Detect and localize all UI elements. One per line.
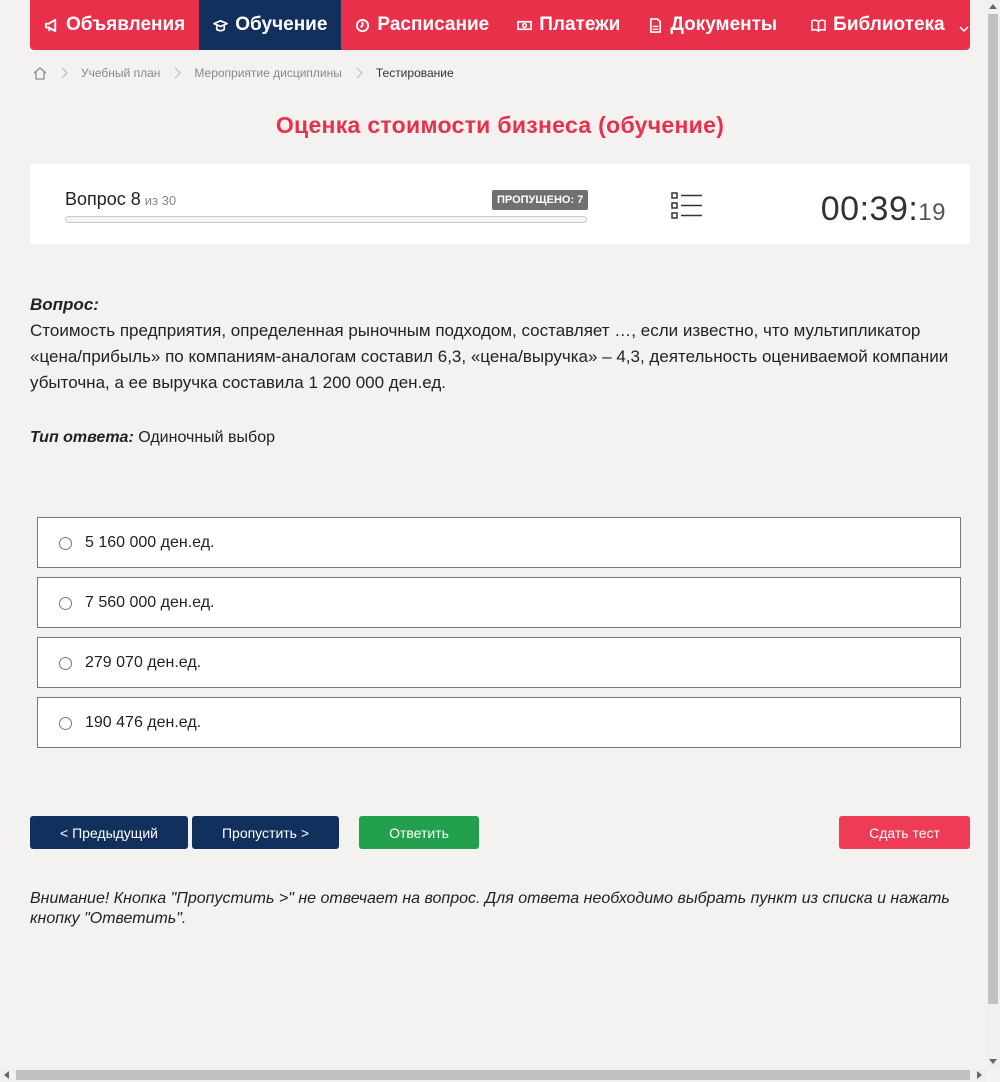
answer-button[interactable]: Ответить xyxy=(359,816,479,849)
nav-label: Объявления xyxy=(66,14,186,35)
radio-button[interactable] xyxy=(59,597,72,610)
nav-item-announcements[interactable] xyxy=(30,0,199,50)
answer-type-label: Тип ответа: xyxy=(30,429,134,446)
answer-option[interactable] xyxy=(37,637,961,688)
breadcrumb-item-current: Тестирование xyxy=(375,66,454,80)
radio-button[interactable] xyxy=(59,537,72,550)
breadcrumb-item-discipline-event[interactable]: Мероприятие дисциплины xyxy=(194,66,342,80)
radio-button[interactable] xyxy=(59,657,72,670)
skipped-badge[interactable]: ПРОПУЩЕНО: 7 xyxy=(492,190,588,210)
scroll-right-icon[interactable] xyxy=(977,1071,982,1079)
warning-text: Внимание! Кнопка "Пропустить >" не отвечает на вопрос. Для ответа необходимо выбрать пункт из списка и нажать кнопку "Ответить". xyxy=(30,890,950,927)
scroll-up-icon[interactable] xyxy=(989,4,997,9)
radio-button[interactable] xyxy=(59,717,72,730)
timer xyxy=(821,190,946,229)
vertical-scrollbar[interactable] xyxy=(986,0,1000,1068)
chevron-right-icon xyxy=(355,67,363,79)
submit-test-button[interactable]: Сдать тест xyxy=(839,816,970,849)
answer-option-text: 7 560 000 ден.ед. xyxy=(85,593,215,611)
chevron-right-icon xyxy=(60,67,68,79)
nav-label: Расписание xyxy=(377,14,490,35)
skip-button[interactable]: Пропустить > xyxy=(192,816,339,849)
answer-type xyxy=(30,429,275,447)
document-icon xyxy=(648,18,663,33)
question-label: Вопрос: xyxy=(30,295,99,314)
nav-item-library[interactable] xyxy=(797,0,983,50)
scrollbar-thumb[interactable] xyxy=(16,1070,970,1080)
scrollbar-thumb[interactable] xyxy=(988,14,998,1004)
nav-item-documents[interactable] xyxy=(634,0,791,50)
nav-item-learning[interactable] xyxy=(199,0,341,50)
answer-option[interactable] xyxy=(37,577,961,628)
answer-option-text: 5 160 000 ден.ед. xyxy=(85,533,215,551)
horizontal-scrollbar[interactable] xyxy=(0,1068,986,1082)
timer-seconds: 19 xyxy=(918,199,946,226)
progress-bar xyxy=(65,216,587,223)
nav-label: Библиотека xyxy=(833,14,945,35)
scroll-down-icon[interactable] xyxy=(989,1059,997,1064)
chevron-down-icon xyxy=(958,19,970,31)
question-block xyxy=(30,292,970,396)
progress-card xyxy=(30,164,970,244)
answer-option-text: 279 070 ден.ед. xyxy=(85,653,202,671)
main-navbar xyxy=(30,0,970,50)
graduation-cap-icon xyxy=(213,18,228,33)
scroll-left-icon[interactable] xyxy=(4,1071,9,1079)
money-icon xyxy=(517,18,532,33)
question-total: из 30 xyxy=(144,193,177,208)
chevron-right-icon xyxy=(173,67,181,79)
answer-option[interactable] xyxy=(37,517,961,568)
home-icon[interactable] xyxy=(33,66,47,80)
answer-type-value: Одиночный выбор xyxy=(138,429,275,446)
previous-button[interactable]: < Предыдущий xyxy=(30,816,188,849)
answer-option-text: 190 476 ден.ед. xyxy=(85,713,202,731)
nav-item-schedule[interactable] xyxy=(341,0,503,50)
nav-item-payments[interactable] xyxy=(503,0,634,50)
book-icon xyxy=(811,18,826,33)
timer-main: 00:39: xyxy=(820,190,919,228)
clock-icon xyxy=(355,18,370,33)
nav-label: Обучение xyxy=(235,14,328,35)
page-title: Оценка стоимости бизнеса (обучение) xyxy=(275,112,725,138)
megaphone-icon xyxy=(44,18,59,33)
question-list-icon[interactable] xyxy=(671,191,703,221)
breadcrumb xyxy=(33,63,454,83)
question-number: Вопрос 8 xyxy=(65,189,141,209)
question-counter xyxy=(65,189,176,210)
breadcrumb-item-curriculum[interactable]: Учебный план xyxy=(81,66,161,80)
question-text: Стоимость предприятия, определенная рыночным подходом, составляет …, если известно, что мультипликатор «цена/прибыль» по компаниям-аналогам составил 6,3, «цена/выручка» – 4,3, деятельность оцениваемой компании убыточна, а ее выручка составила 1 200 000 ден.ед. xyxy=(30,321,949,392)
nav-label: Платежи xyxy=(539,14,621,35)
nav-label: Документы xyxy=(670,14,778,35)
answer-option[interactable] xyxy=(37,697,961,748)
